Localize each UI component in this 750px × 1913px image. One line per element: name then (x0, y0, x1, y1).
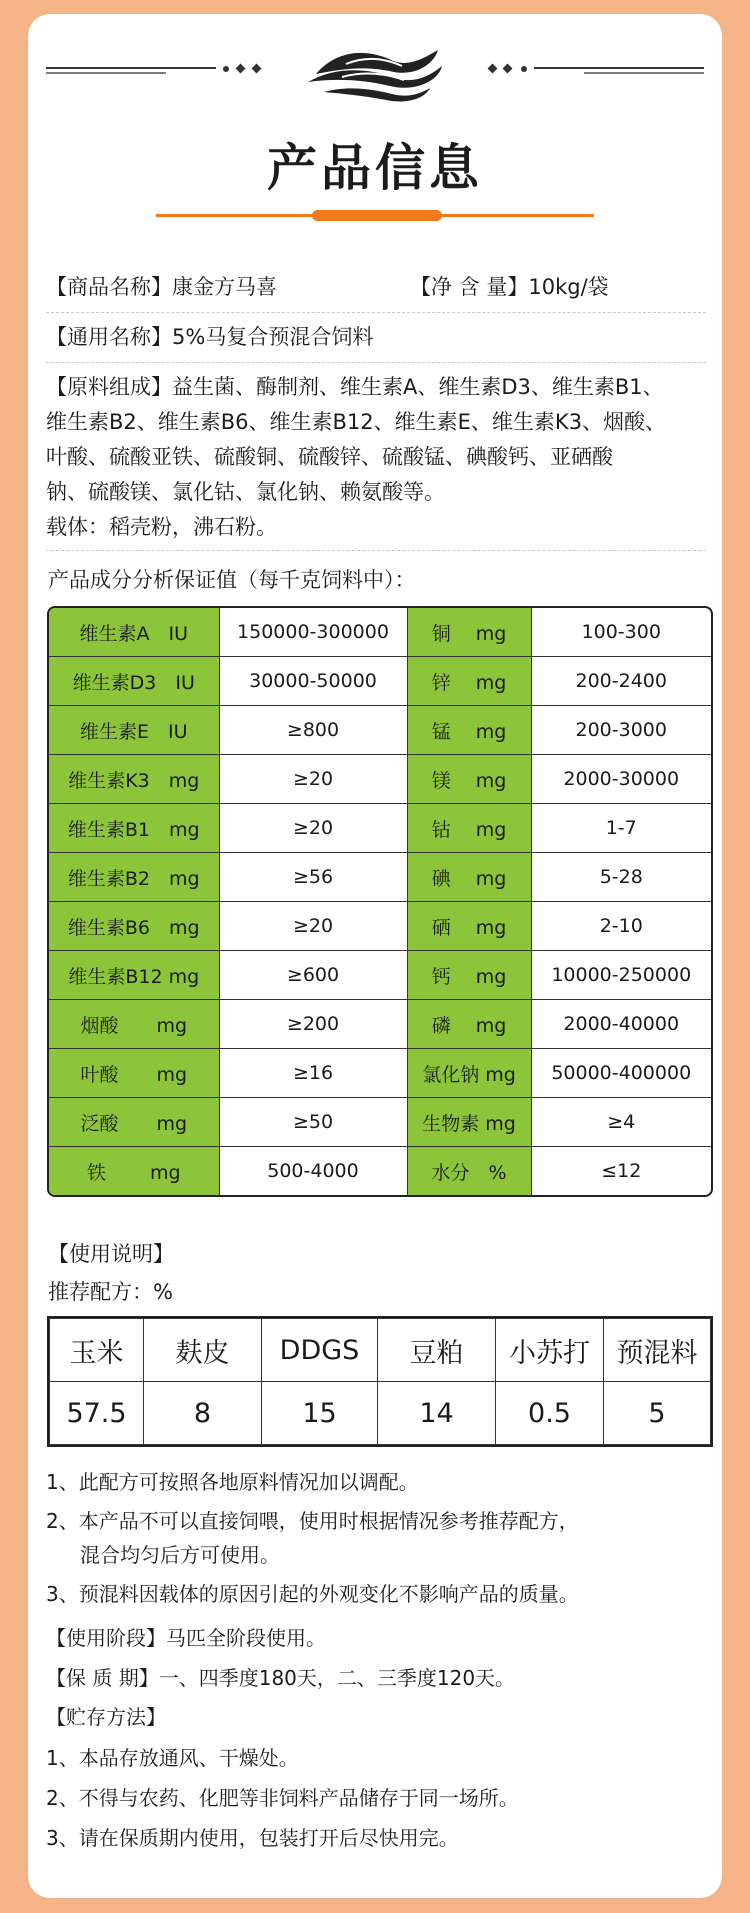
carrier-line: 载体：稻壳粉，沸石粉。 (46, 515, 277, 539)
nutrient-name-cell: 锌 mg (407, 657, 531, 706)
nutrient-name-cell: 氯化钠 mg (407, 1049, 531, 1098)
nutrient-value-cell: 1-7 (531, 804, 711, 853)
usage-stage: 【使用阶段】马匹全阶段使用。 (46, 1626, 326, 1650)
nutrient-name-cell: 维生素K3 mg (49, 755, 219, 804)
formula-header-cell: DDGS (262, 1319, 378, 1382)
formula-header-cell: 预混料 (604, 1319, 711, 1382)
analysis-row (49, 804, 711, 853)
shelf-life: 【保 质 期】一、四季度180天，二、三季度120天。 (46, 1666, 516, 1690)
product-name-value: 康金方马喜 (172, 275, 277, 299)
divider (46, 362, 706, 363)
nutrient-name-cell: 铁 mg (49, 1147, 219, 1196)
nutrient-value-cell: 100-300 (531, 608, 711, 657)
usage-note: 1、此配方可按照各地原料情况加以调配。 (46, 1470, 419, 1494)
nutrient-value-cell: ≥50 (219, 1098, 407, 1147)
analysis-row (49, 902, 711, 951)
formula-value-cell: 57.5 (50, 1382, 144, 1445)
nutrient-name-cell: 铜 mg (407, 608, 531, 657)
formula-table (47, 1316, 713, 1447)
nutrient-name-cell: 磷 mg (407, 1000, 531, 1049)
wave-ornament-icon (46, 44, 704, 104)
nutrient-value-cell: 200-3000 (531, 706, 711, 755)
page-title: 产品信息 (267, 139, 483, 197)
nutrient-value-cell: 10000-250000 (531, 951, 711, 1000)
net-content-label: 【净 含 量】10kg/袋 (410, 275, 609, 299)
nutrient-name-cell: 钴 mg (407, 804, 531, 853)
nutrient-name-cell: 维生素B6 mg (49, 902, 219, 951)
analysis-row (49, 853, 711, 902)
nutrient-value-cell: 2-10 (531, 902, 711, 951)
formula-value-cell: 15 (262, 1382, 378, 1445)
nutrient-value-cell: 2000-40000 (531, 1000, 711, 1049)
divider (46, 550, 706, 551)
formula-header-row (50, 1319, 711, 1382)
analysis-row (49, 1049, 711, 1098)
nutrient-name-cell: 镁 mg (407, 755, 531, 804)
nutrient-name-cell: 硒 mg (407, 902, 531, 951)
nutrient-name-cell: 碘 mg (407, 853, 531, 902)
ingredients-line: 维生素B2、维生素B6、维生素B12、维生素E、维生素K3、烟酸、 (46, 410, 667, 434)
usage-note: 混合均匀后方可使用。 (80, 1543, 280, 1567)
nutrient-value-cell: ≥20 (219, 804, 407, 853)
nutrient-value-cell: ≥20 (219, 902, 407, 951)
analysis-row (49, 951, 711, 1000)
product-name-row (46, 270, 710, 305)
product-name-label: 【商品名称】 (46, 275, 172, 299)
usage-heading: 【使用说明】 (48, 1242, 174, 1266)
nutrient-name-cell: 烟酸 mg (49, 1000, 219, 1049)
storage-heading: 【贮存方法】 (46, 1705, 166, 1729)
analysis-row (49, 706, 711, 755)
nutrient-value-cell: ≥200 (219, 1000, 407, 1049)
formula-value-cell: 14 (378, 1382, 496, 1445)
nutrient-name-cell: 叶酸 mg (49, 1049, 219, 1098)
nutrient-value-cell: 150000-300000 (219, 608, 407, 657)
nutrient-value-cell: 50000-400000 (531, 1049, 711, 1098)
nutrient-name-cell: 水分 % (407, 1147, 531, 1196)
nutrient-name-cell: 钙 mg (407, 951, 531, 1000)
nutrient-value-cell: 500-4000 (219, 1147, 407, 1196)
nutrient-value-cell: ≥600 (219, 951, 407, 1000)
formula-value-row (50, 1382, 711, 1445)
storage-item: 1、本品存放通风、干燥处。 (46, 1746, 299, 1770)
divider (46, 312, 706, 313)
formula-value-cell: 0.5 (496, 1382, 604, 1445)
ingredients-line: 钠、硫酸镁、氯化钴、氯化钠、赖氨酸等。 (46, 480, 445, 504)
net-content-value: 10kg/袋 (528, 275, 609, 299)
nutrient-value-cell: ≥20 (219, 755, 407, 804)
nutrient-value-cell: ≥56 (219, 853, 407, 902)
nutrient-name-cell: 维生素B12 mg (49, 951, 219, 1000)
nutrient-name-cell: 生物素 mg (407, 1098, 531, 1147)
nutrient-value-cell: ≤12 (531, 1147, 711, 1196)
analysis-table (47, 606, 713, 1197)
nutrient-name-cell: 维生素B1 mg (49, 804, 219, 853)
nutrient-value-cell: 30000-50000 (219, 657, 407, 706)
ingredients-block (46, 370, 710, 545)
ingredients-label: 【原料组成】 (46, 375, 172, 399)
formula-header-cell: 小苏打 (496, 1319, 604, 1382)
formula-header-cell: 豆粕 (378, 1319, 496, 1382)
analysis-row (49, 1147, 711, 1196)
nutrient-name-cell: 维生素B2 mg (49, 853, 219, 902)
nutrient-value-cell: 200-2400 (531, 657, 711, 706)
nutrient-value-cell: ≥4 (531, 1098, 711, 1147)
nutrient-value-cell: 2000-30000 (531, 755, 711, 804)
nutrient-value-cell: 5-28 (531, 853, 711, 902)
nutrient-name-cell: 维生素E IU (49, 706, 219, 755)
analysis-row (49, 608, 711, 657)
ingredients-line: 叶酸、硫酸亚铁、硫酸铜、硫酸锌、硫酸锰、碘酸钙、亚硒酸 (46, 445, 613, 469)
analysis-row (49, 755, 711, 804)
usage-note: 2、本产品不可以直接饲喂，使用时根据情况参考推荐配方， (46, 1509, 579, 1533)
analysis-heading: 产品成分分析保证值（每千克饲料中）： (48, 568, 416, 592)
storage-item: 2、不得与农药、化肥等非饲料产品储存于同一场所。 (46, 1786, 519, 1810)
ingredients-line: 益生菌、酶制剂、维生素A、维生素D3、维生素B1、 (172, 375, 664, 399)
nutrient-name-cell: 维生素D3 IU (49, 657, 219, 706)
common-name-label: 【通用名称】 (46, 325, 172, 349)
nutrient-name-cell: 泛酸 mg (49, 1098, 219, 1147)
storage-item: 3、请在保质期内使用，包装打开后尽快用完。 (46, 1826, 459, 1850)
nutrient-value-cell: ≥16 (219, 1049, 407, 1098)
formula-header-cell: 麸皮 (144, 1319, 262, 1382)
common-name-value: 5%马复合预混合饲料 (172, 325, 374, 349)
analysis-row (49, 657, 711, 706)
formula-label: 推荐配方：% (48, 1280, 173, 1304)
common-name-row (46, 320, 710, 355)
usage-note: 3、预混料因载体的原因引起的外观变化不影响产品的质量。 (46, 1582, 579, 1606)
analysis-row (49, 1098, 711, 1147)
formula-value-cell: 5 (604, 1382, 711, 1445)
formula-value-cell: 8 (144, 1382, 262, 1445)
nutrient-name-cell: 锰 mg (407, 706, 531, 755)
formula-header-cell: 玉米 (50, 1319, 144, 1382)
nutrient-value-cell: ≥800 (219, 706, 407, 755)
analysis-row (49, 1000, 711, 1049)
title-underline-bar (312, 210, 442, 221)
nutrient-name-cell: 维生素A IU (49, 608, 219, 657)
